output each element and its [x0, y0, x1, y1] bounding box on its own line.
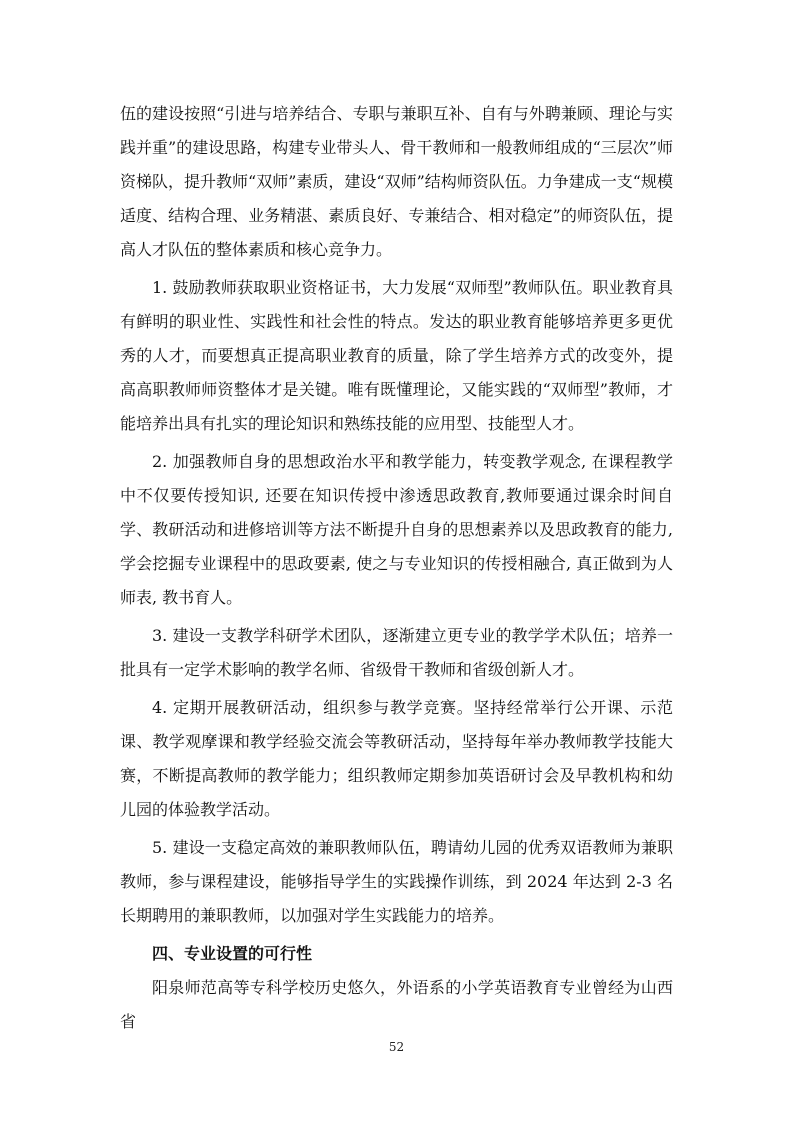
paragraph-item-5: 5. 建设一支稳定高效的兼职教师队伍，聘请幼儿园的优秀双语教师为兼职教师，参与课程建设，能够指导学生的实践操作训练，到 2024 年达到 2-3 名长期聘用的兼职教师，以加强对学生实践能力的培养。 — [120, 838, 673, 925]
paragraph-continuation: 伍的建设按照“引进与培养结合、专职与兼职互补、自有与外聘兼顾、理论与实践并重”的建设思路，构建专业带头人、骨干教师和一般教师组成的“三层次”师资梯队，提升教师“双师”素质，建设“双师”结构师资队伍。力争建成一支“规模适度、结构合理、业务精湛、素质良好、专兼结合、相对稳定”的师资队伍，提高人才队伍的整体素质和核心竞争力。 — [120, 104, 673, 259]
paragraph-item-3: 3. 建设一支教学科研学术团队，逐渐建立更专业的教学学术队伍；培养一批具有一定学术影响的教学名师、省级骨干教师和省级创新人才。 — [120, 626, 673, 679]
paragraph-item-1: 1. 鼓励教师获取职业资格证书，大力发展“双师型”教师队伍。职业教育具有鲜明的职业性、实践性和社会性的特点。发达的职业教育能够培养更多更优秀的人才，而要想真正提高职业教育的质量，除了学生培养方式的改变外，提高高职教师师资整体才是关键。唯有既懂理论，又能实践的“双师型”教师，才能培养出具有扎实的理论知识和熟练技能的应用型、技能型人才。 — [120, 278, 673, 433]
paragraph-item-4: 4. 定期开展教研活动，组织参与教学竞赛。坚持经常举行公开课、示范课、教学观摩课和教学经验交流会等教研活动，坚持每年举办教师教学技能大赛，不断提高教师的教学能力；组织教师定期参加英语研讨会及早教机构和幼儿园的体验教学活动。 — [120, 698, 673, 819]
paragraph-section-start: 阳泉师范高等专科学校历史悠久，外语系的小学英语教育专业曾经为山西省 — [120, 978, 673, 1031]
document-body — [120, 97, 673, 1039]
section-heading: 四、专业设置的可行性 — [152, 944, 313, 963]
paragraph-item-2: 2. 加强教师自身的思想政治水平和教学能力，转变教学观念, 在课程教学中不仅要传授知识, 还要在知识传授中渗透思政教育,教师要通过课余时间自学、教研活动和进修培训等方法不断提升自身的思想素养以及思政教育的能力, 学会挖掘专业课程中的思政要素, 使之与专业知识的传授相融合, 真正做到为人师表, 教书育人。 — [120, 452, 673, 607]
page-number: 52 — [388, 1040, 405, 1054]
